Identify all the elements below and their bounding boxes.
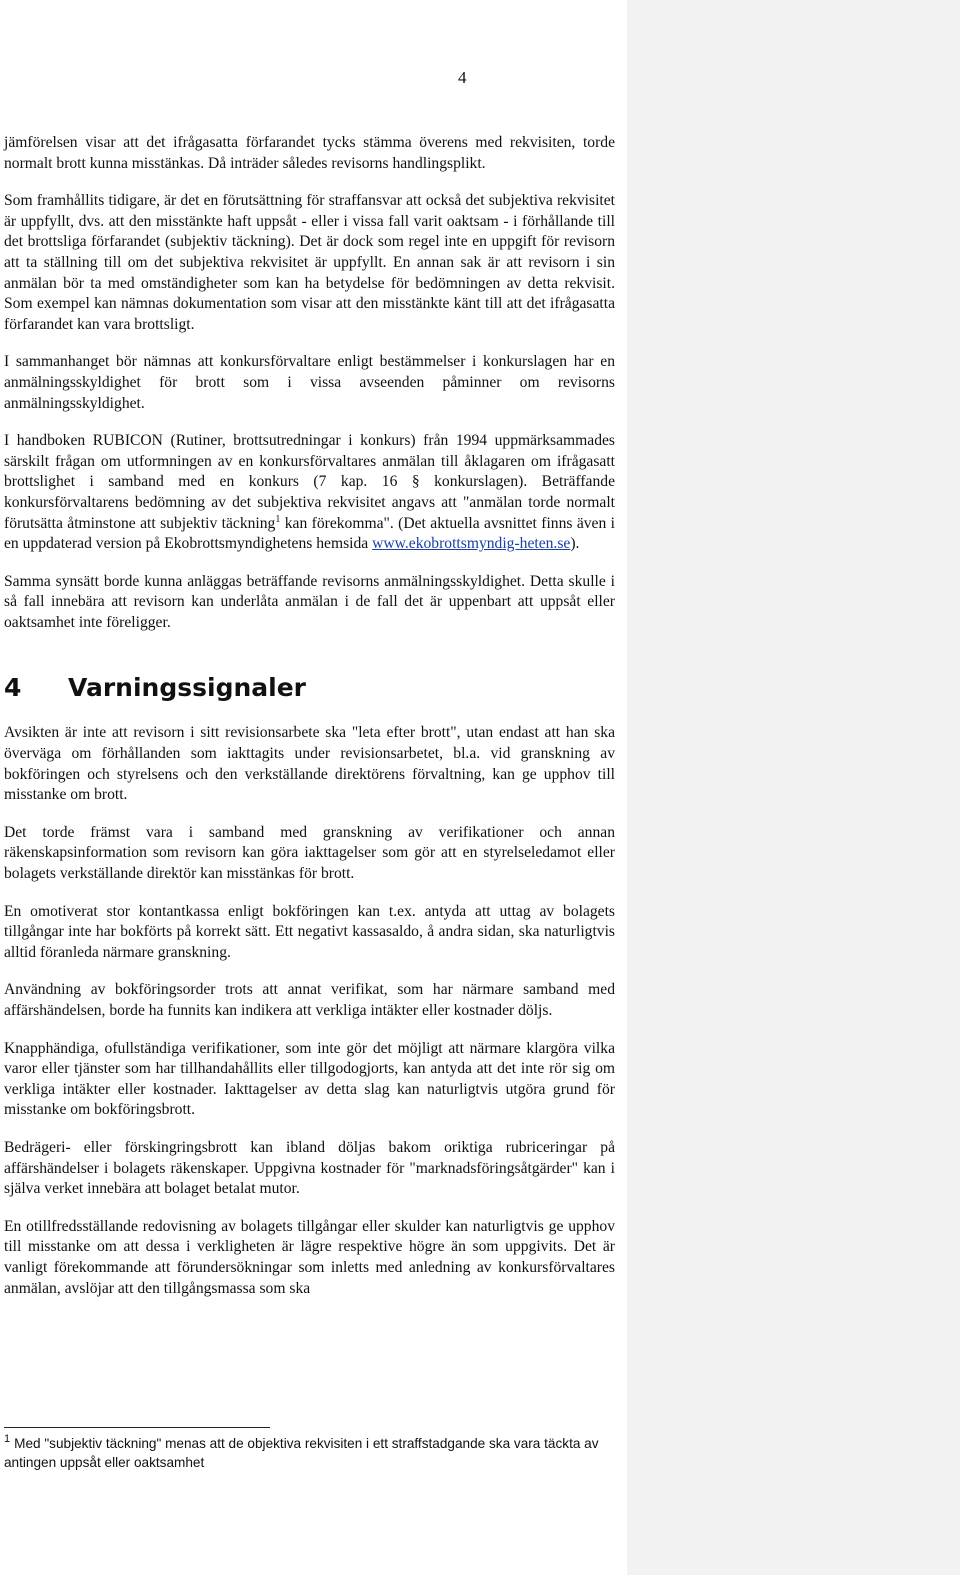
footnote (4, 1434, 604, 1472)
paragraph: Samma synsätt borde kunna anläggas beträffande revisorns anmälningsskyldighet. Detta skulle i så fall innebära att revisorn kan underlåta anmälan i de fall det är uppenbart att uppsåt eller oaktsamhet inte föreligger. (4, 572, 615, 631)
comment-margin-pane (627, 0, 960, 1575)
paragraph-text: kan förekomma". (Det aktuella avsnittet finns även i en uppdaterad version på Ekobrottsmyndighetens hemsida (4, 514, 615, 553)
footnote-reference[interactable]: 1 (275, 513, 281, 525)
paragraph: jämförelsen visar att det ifrågasatta förfarandet tycks stämma överens med rekvisiten, torde normalt brott kunna misstänkas. Då inträder således revisorns handlingsplikt. (4, 134, 615, 172)
paragraph: Det torde främst vara i samband med granskning av verifikationer och annan räkenskapsinformation som revisorn kan göra iakttagelser som gör att en styrelseledamot eller bolagets verkställande direktör kan misstänkas för brott. (4, 823, 615, 883)
paragraph-rubicon (4, 431, 615, 555)
footnote-text: Med "subjektiv täckning" menas att de objektiva rekvisiten i ett straffstadgande ska vara täckta av antingen uppsåt eller oaktsamhet (4, 1436, 599, 1470)
paragraph: Knapphändiga, ofullständiga verifikationer, som inte gör det möjligt att närmare klargöra vilka varor eller tjänster som har tillhandahållits eller tillgodogjorts, kan antyda att det inte rör sig om verkliga intäkter eller kostnader. Iakttagelser av detta slag kan naturligtvis utgöra grund för misstanke om bokföringsbrott. (4, 1039, 615, 1119)
paragraph-text: ). (570, 535, 580, 553)
section-title: Varningssignaler (68, 673, 306, 703)
paragraph-text: I handboken RUBICON (Rutiner, brottsutredningar i konkurs) från 1994 uppmärksammades särskilt frågan om utformningen av en konkursförvaltares anmälan till åklagaren om ifrågasatt brottslighet i samband med en konkurs (7 kap. 16 § konkurslagen). Beträffande konkursförvaltarens bedömning av det subjektiva rekvisitet angavs att "anmälan torde normalt förutsätta åtminstone att subjektiv täckning (4, 432, 615, 532)
page-body (4, 133, 615, 1316)
footnote-separator (4, 1427, 270, 1428)
page-number: 4 (458, 68, 467, 87)
paragraph: Som framhållits tidigare, är det en förutsättning för straffansvar att också det subjektiva rekvisitet är uppfyllt, dvs. att den misstänkte haft uppsåt - eller i vissa fall varit oaktsam - i förhållande till det brottsliga förfarandet (subjektiv täckning). Det är dock som regel inte en uppgift för revisorn att ta ställning till om det subjektiva rekvisitet är uppfyllt. En annan sak är att revisorn i sin anmälan bör ta med omständigheter som kan ha betydelse för bedömningen av detta rekvisit. Som exempel kan nämnas dokumentation som visar att den misstänkte känt till att det ifrågasatta förfarandet kan vara brottsligt. (4, 192, 615, 333)
footnote-mark: 1 (4, 1433, 11, 1446)
paragraph: En otillfredsställande redovisning av bolagets tillgångar eller skulder kan naturligtvis ge upphov till misstanke om att dessa i verkligheten är lägre respektive högre än som uppgivits. Det är vanligt förekommande att förundersökningar som inletts med anledning av konkursförvaltares anmälan, avslöjar att den tillgångsmassa som ska (4, 1217, 615, 1297)
paragraph: I sammanhanget bör nämnas att konkursförvaltare enligt bestämmelser i konkurslagen har en anmälningsskyldighet för brott som i vissa avseenden påminner om revisorns anmälningsskyldighet. (4, 353, 615, 412)
section-heading (4, 673, 615, 703)
section-number: 4 (4, 673, 22, 703)
paragraph: Användning av bokföringsorder trots att annat verifikat, som har närmare samband med affärshändelsen, borde ha funnits kan indikera att verkliga intäkter eller kostnader döljs. (4, 981, 615, 1019)
ekobrottsmyndigheten-link[interactable]: www.ekobrottsmyndig-heten.se (372, 535, 571, 553)
paragraph: En omotiverat stor kontantkassa enligt bokföringen kan t.ex. antyda att uttag av bolagets tillgångar inte har bokförts på korrekt sätt. Ett negativt kassasaldo, å andra sidan, ska naturligtvis alltid föranleda närmare granskning. (4, 902, 615, 961)
paragraph: Bedrägeri- eller förskingringsbrott kan ibland döljas bakom oriktiga rubriceringar på affärshändelser i bolagets räkenskaper. Uppgivna kostnader för "marknadsföringsåtgärder" kan i själva verket innebära att bolaget betalat mutor. (4, 1138, 615, 1198)
paragraph: Avsikten är inte att revisorn i sitt revisionsarbete ska "leta efter brott", utan endast att han ska överväga om förhållanden som iakttagits under revisionsarbetet, bl.a. vid granskning av bokföringen och styrelsens och den verkställande direktörens förvaltning, kan ge upphov till misstanke om brott. (4, 724, 615, 804)
